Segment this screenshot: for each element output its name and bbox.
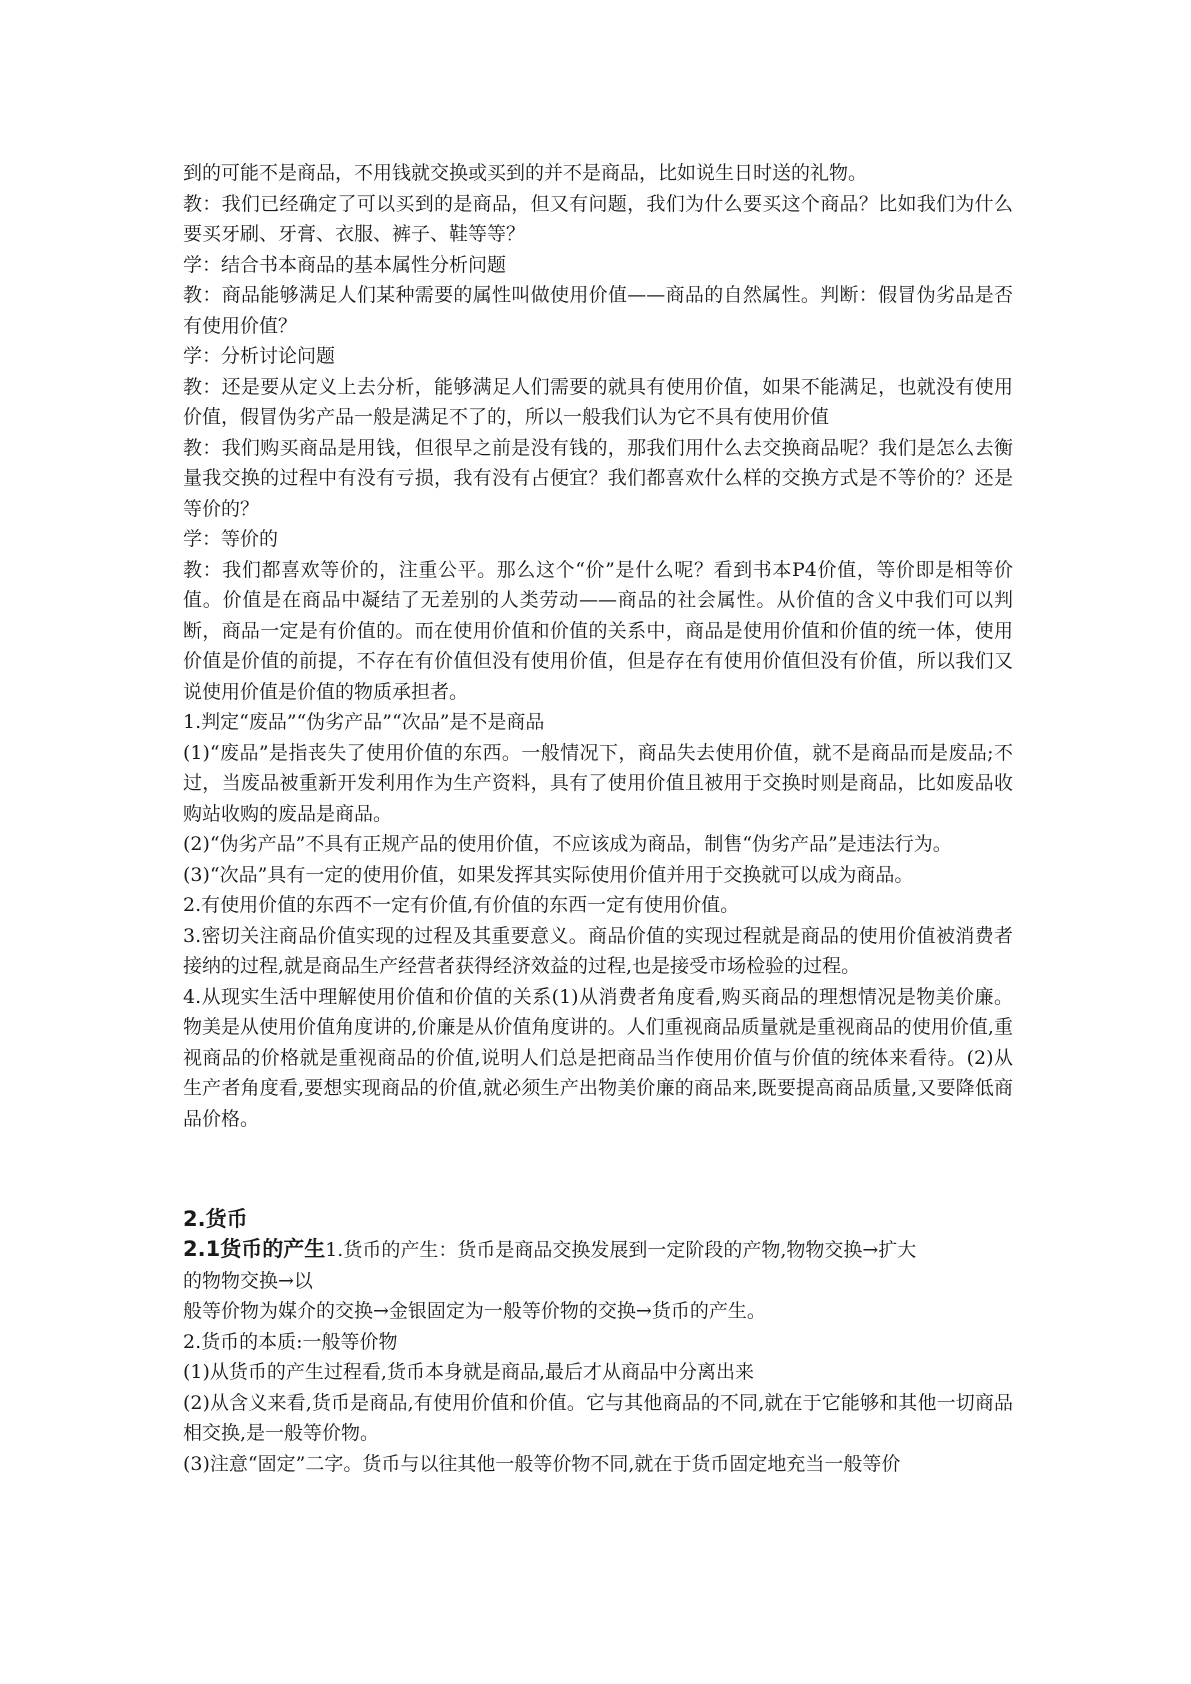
paragraph: 教：还是要从定义上去分析，能够满足人们需要的就具有使用价值，如果不能满足，也就没有使用价值，假冒伪劣产品一般是满足不了的，所以一般我们认为它不具有使用价值 [183,375,1013,428]
paragraph: 教：我们已经确定了可以买到的是商品，但又有问题，我们为什么要买这个商品？比如我们为什么要买牙刷、牙膏、衣服、裤子、鞋等等？ [183,192,1013,245]
paragraph: 的物物交换→以 [183,1269,313,1292]
paragraph: 2.货币的本质:一般等价物 [183,1330,398,1353]
section-currency [183,1204,1013,1296]
paragraph: 学：分析讨论问题 [183,345,336,367]
subsection-heading: 2.1货币的产生 [183,1237,326,1261]
subsection-line [183,1234,1013,1266]
paragraph: (3)注意“固定”二字。货币与以往其他一般等价物不同,就在于货币固定地充当一般等价 [183,1452,901,1475]
paragraph: 教：商品能够满足人们某种需要的属性叫做使用价值——商品的自然属性。判断：假冒伪劣品是否有使用价值？ [183,284,1013,337]
paragraph: 2.有使用价值的东西不一定有价值,有价值的东西一定有使用价值。 [183,894,740,916]
paragraph: (1)“废品”是指丧失了使用价值的东西。一般情况下，商品失去使用价值，就不是商品而是废品;不过，当废品被重新开发利用作为生产资料，具有了使用价值且被用于交换时则是商品，比如废品收购站收购的废品是商品。 [183,741,1013,825]
paragraph: 3.密切关注商品价值实现的过程及其重要意义。商品价值的实现过程就是商品的使用价值被消费者接纳的过程,就是商品生产经营者获得经济效益的过程,也是接受市场检验的过程。 [183,924,1013,977]
paragraph: 到的可能不是商品，不用钱就交换或买到的并不是商品，比如说生日时送的礼物。 [183,162,868,184]
text-block-part2 [183,1296,1013,1479]
paragraph: (3)“次品”具有一定的使用价值，如果发挥其实际使用价值并用于交换就可以成为商品。 [183,863,914,886]
document-body [183,158,1013,1479]
paragraph: (2)“伪劣产品”不具有正规产品的使用价值，不应该成为商品，制售“伪劣产品”是违法行为。 [183,833,952,855]
paragraph: 4.从现实生活中理解使用价值和价值的关系(1)从消费者角度看,购买商品的理想情况是物美价廉。物美是从使用价值角度讲的,价廉是从价值角度讲的。人们重视商品质量就是重视商品的使用价值,重视商品的价格就是重视商品的价值,说明人们总是把商品当作使用价值与价值的统体来看待。(2)从生产者角度看,要想实现商品的价值,就必须生产出物美价廉的商品来,既要提高商品质量,又要降低商品价格。 [183,985,1013,1130]
paragraph: 学：结合书本商品的基本属性分析问题 [183,253,507,276]
paragraph: 教：我们购买商品是用钱，但很早之前是没有钱的，那我们用什么去交换商品呢？我们是怎么去衡量我交换的过程中有没有亏损，我有没有占便宜？我们都喜欢什么样的交换方式是不等价的？还是等价的？ [183,436,1013,520]
paragraph: (2)从含义来看,货币是商品,有使用价值和价值。它与其他商品的不同,就在于它能够和其他一切商品相交换,是一般等价物。 [183,1391,1013,1444]
paragraph: 教：我们都喜欢等价的，注重公平。那么这个“价”是什么呢？看到书本P4价值，等价即是相等价值。价值是在商品中凝结了无差别的人类劳动——商品的社会属性。从价值的含义中我们可以判断，商品一定是有价值的。而在使用价值和价值的关系中，商品是使用价值和价值的统一体，使用价值是价值的前提，不存在有价值但没有使用价值，但是存在有使用价值但没有价值，所以我们又说使用价值是价值的物质承担者。 [183,558,1013,703]
subsection-line-text: 1.货币的产生：货币是商品交换发展到一定阶段的产物,物物交换→扩大 [325,1239,917,1261]
paragraph: 般等价物为媒介的交换→金银固定为一般等价物的交换→货币的产生。 [183,1300,766,1322]
text-block-part1 [183,158,1013,1134]
section-heading: 2.货币 [183,1207,248,1231]
paragraph: (1)从货币的产生过程看,货币本身就是商品,最后才从商品中分离出来 [183,1361,754,1383]
paragraph: 学：等价的 [183,528,279,550]
paragraph: 1.判定“废品”“伪劣产品”“次品”是不是商品 [183,711,545,733]
